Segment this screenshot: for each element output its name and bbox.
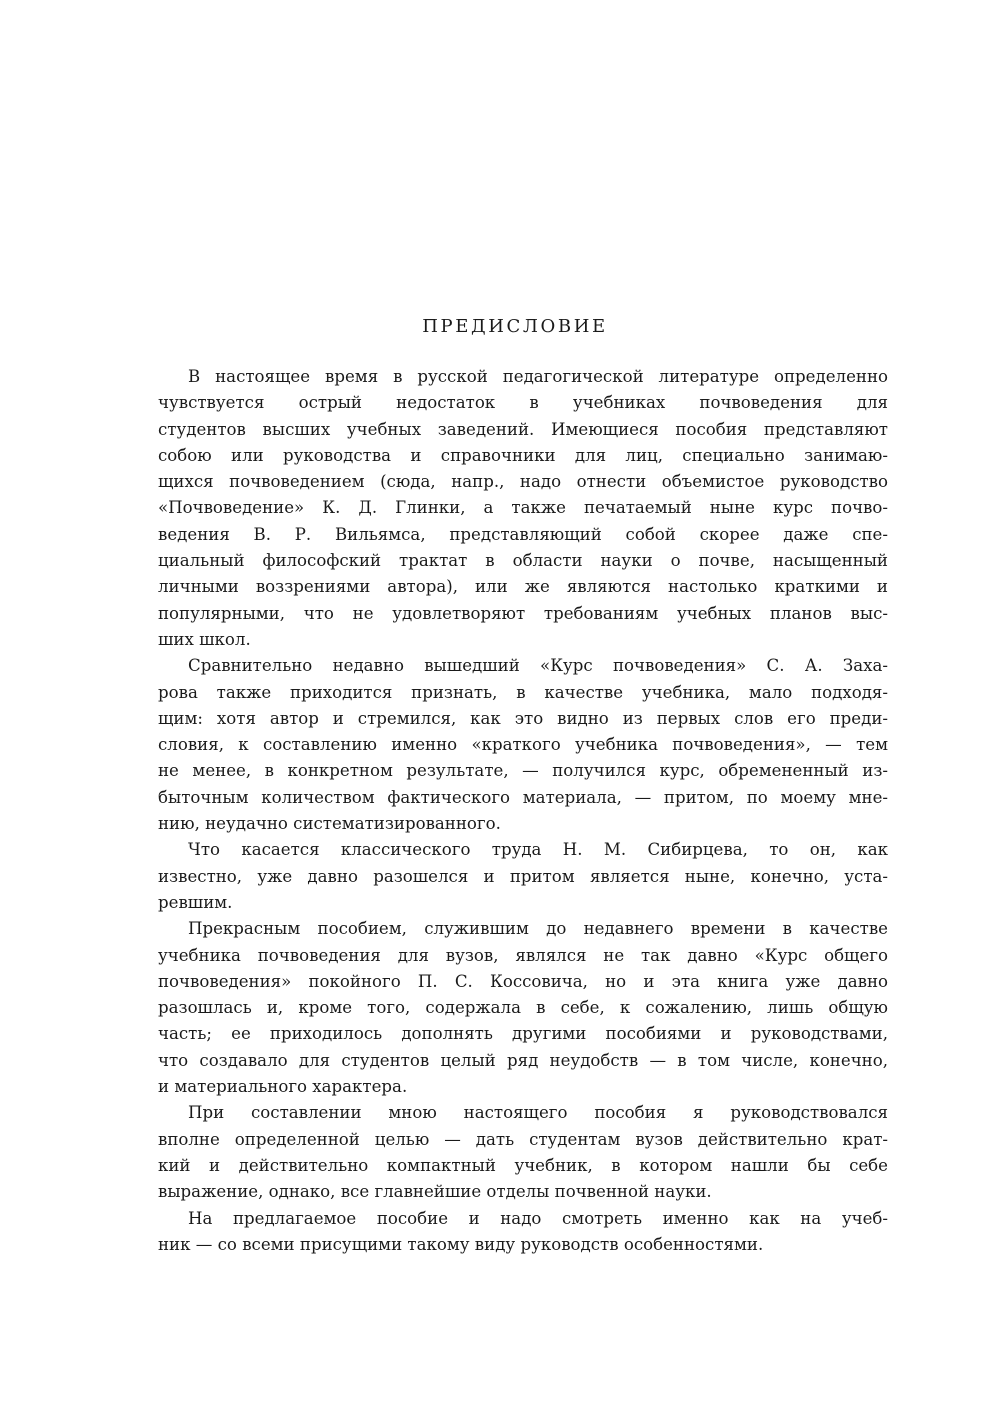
text-line: что создавало для студентов целый ряд неудобств — в том числе, конечно, (158, 1050, 888, 1070)
text-line: почвоведения» покойного П. С. Коссовича, но и эта книга уже давно (158, 971, 888, 991)
text-line: ревшим. (158, 892, 233, 912)
text-line: «Почвоведение» К. Д. Глинки, а также печатаемый ныне курс почво- (158, 498, 888, 518)
text-line: личными воззрениями автора), или же являются настолько краткими и (158, 577, 888, 597)
text-line: известно, уже давно разошелся и притом является ныне, конечно, уста- (158, 866, 888, 886)
text-line: быточным количеством фактического материала, — притом, по моему мне- (158, 787, 888, 807)
page-title: ПРЕДИСЛОВИЕ (422, 316, 608, 337)
text-line: вполне определенной целью — дать студентам вузов действительно крат- (158, 1129, 888, 1149)
text-line: студентов высших учебных заведений. Имеющиеся пособия представляют (158, 419, 888, 439)
text-line: щихся почвоведением (сюда, напр., надо отнести объемистое руководство (158, 472, 888, 492)
text-line: разошлась и, кроме того, содержала в себе, к сожалению, лишь общую (158, 998, 888, 1018)
text-line: чувствуется острый недостаток в учебниках почвоведения для (158, 393, 888, 413)
text-line: При составлении мною настоящего пособия я руководствовался (188, 1103, 888, 1123)
text-line: циальный философский трактат в области науки о почве, насыщенный (158, 551, 888, 571)
text-line: собою или руководства и справочники для лиц, специально занимаю- (158, 445, 888, 465)
text-line: популярными, что не удовлетворяют требованиям учебных планов выс- (158, 603, 888, 623)
text-line: учебника почвоведения для вузов, являлся не так давно «Курс общего (158, 945, 888, 965)
text-line: На предлагаемое пособие и надо смотреть именно как на учеб- (188, 1208, 888, 1228)
text-line: рова также приходится признать, в качестве учебника, мало подходя- (158, 682, 888, 702)
text-line: нию, неудачно систематизированного. (158, 814, 501, 834)
text-line: выражение, однако, все главнейшие отделы почвенной науки. (158, 1182, 712, 1202)
text-line: словия, к составлению именно «краткого учебника почвоведения», — тем (158, 735, 888, 755)
text-line: ведения В. Р. Вильямса, представляющий собой скорее даже спе- (158, 524, 888, 544)
text-line: ник — со всеми присущими такому виду руководств особенностями. (158, 1234, 764, 1254)
text-line: кий и действительно компактный учебник, в котором нашли бы себе (158, 1155, 888, 1175)
text-line: В настоящее время в русской педагогической литературе определенно (188, 367, 888, 386)
text-line: ших школ. (158, 629, 251, 649)
text-line: не менее, в конкретном результате, — получился курс, обремененный из- (158, 761, 888, 781)
text-line: часть; ее приходилось дополнять другими пособиями и руководствами, (158, 1024, 888, 1044)
text-line: щим: хотя автор и стремился, как это видно из первых слов его преди- (158, 708, 888, 728)
preface-body (158, 364, 888, 1258)
text-line: Сравнительно недавно вышедший «Курс почвоведения» С. А. Заха- (188, 656, 888, 676)
text-line: Прекрасным пособием, служившим до недавнего времени в качестве (188, 919, 888, 939)
text-line: и материального характера. (158, 1077, 408, 1097)
text-line: Что касается классического труда Н. М. Сибирцева, то он, как (188, 840, 888, 860)
